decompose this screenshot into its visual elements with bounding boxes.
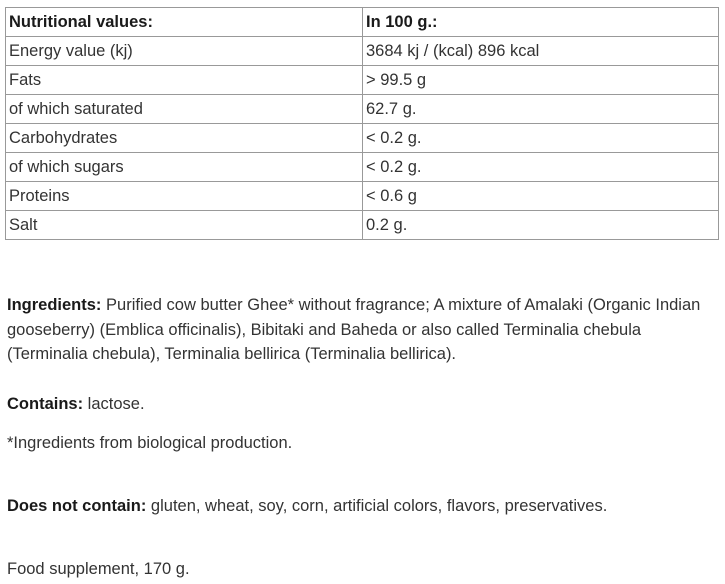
table-row: [6, 153, 719, 182]
row-label-saturated: of which saturated: [6, 95, 363, 124]
table-row: [6, 124, 719, 153]
contains-label: Contains:: [7, 395, 84, 413]
ingredients-label: Ingredients:: [7, 296, 102, 314]
nutrition-table: [5, 7, 719, 240]
contains-text: lactose.: [83, 395, 145, 413]
table-row: [6, 211, 719, 240]
header-label-cell: Nutritional values:: [6, 8, 363, 37]
table-header-row: [6, 8, 719, 37]
food-supplement-text: Food supplement, 170 g.: [7, 560, 190, 578]
does-not-contain-paragraph: [7, 494, 707, 519]
ingredients-paragraph: [7, 293, 707, 367]
row-label-fats: Fats: [6, 66, 363, 95]
table-row: [6, 95, 719, 124]
table-row: [6, 37, 719, 66]
does-not-contain-text: gluten, wheat, soy, corn, artificial colors, flavors, preservatives.: [146, 497, 608, 515]
row-value-saturated: 62.7 g.: [363, 95, 719, 124]
row-value-energy: 3684 kj / (kcal) 896 kcal: [363, 37, 719, 66]
does-not-contain-label: Does not contain:: [7, 497, 147, 515]
row-value-proteins: < 0.6 g: [363, 182, 719, 211]
row-value-sugars: < 0.2 g.: [363, 153, 719, 182]
header-value-cell: In 100 g.:: [363, 8, 719, 37]
row-label-energy: Energy value (kj): [6, 37, 363, 66]
row-value-carbohydrates: < 0.2 g.: [363, 124, 719, 153]
contains-paragraph: [7, 392, 707, 417]
row-label-salt: Salt: [6, 211, 363, 240]
ingredients-text: Purified cow butter Ghee* without fragrance; A mixture of Amalaki (Organic Indian gooseberry) (Emblica officinalis), Bibitaki and Baheda or also called Terminalia chebula (Terminalia chebula), Terminalia bellirica (Terminalia bellirica).: [7, 296, 701, 363]
row-value-salt: 0.2 g.: [363, 211, 719, 240]
table-row: [6, 66, 719, 95]
table-row: [6, 182, 719, 211]
row-label-sugars: of which sugars: [6, 153, 363, 182]
row-label-carbohydrates: Carbohydrates: [6, 124, 363, 153]
bio-production-note: *Ingredients from biological production.: [7, 434, 293, 452]
row-value-fats: > 99.5 g: [363, 66, 719, 95]
row-label-proteins: Proteins: [6, 182, 363, 211]
